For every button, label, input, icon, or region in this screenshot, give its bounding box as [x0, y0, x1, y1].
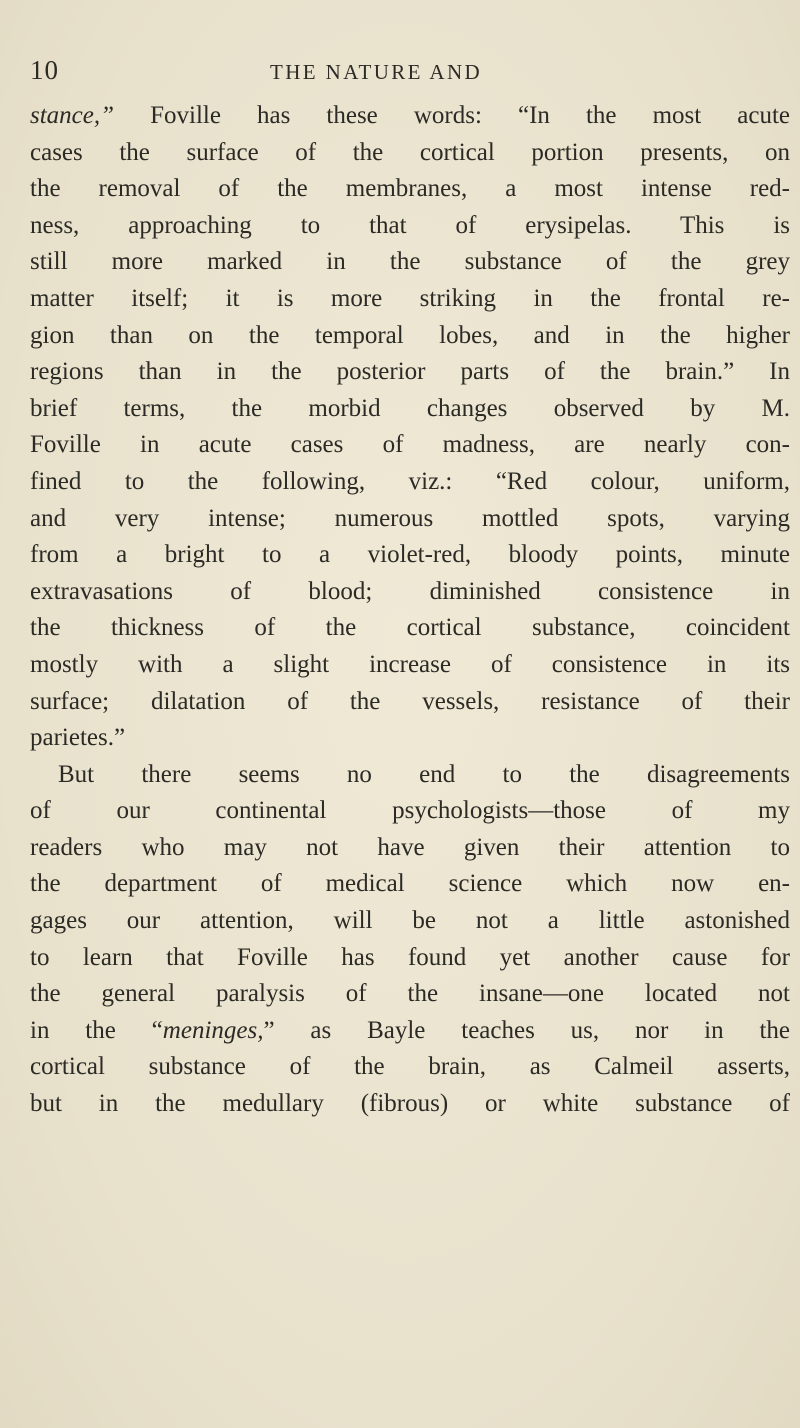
text-line: and very intense; numerous mottled spots, varying — [30, 504, 790, 532]
text-line: surface; dilatation of the vessels, resistance of their — [30, 687, 790, 715]
running-title: THE NATURE AND — [270, 60, 483, 84]
text-line: ness, approaching to that of erysipelas. This is — [30, 211, 790, 239]
text-line: Foville in acute cases of madness, are nearly con- — [30, 431, 790, 459]
text-line — [30, 98, 790, 135]
text-line: the general paralysis of the insane—one located not — [30, 980, 790, 1008]
running-head — [30, 50, 790, 90]
text-line: mostly with a slight increase of consistence in its — [30, 650, 790, 678]
text-line: fined to the following, viz.: “Red colour, uniform, — [30, 467, 790, 495]
text-line: the thickness of the cortical substance, coincident — [30, 614, 790, 642]
italic-word: meninges, — [162, 1016, 264, 1044]
text-line: but in the medullary (fibrous) or white substance of — [30, 1090, 790, 1118]
page-number: 10 — [30, 55, 59, 85]
text-line: matter itself; it is more striking in the frontal re- — [30, 284, 790, 312]
text-line — [30, 1013, 790, 1050]
text-line: brief terms, the morbid changes observed by M. — [30, 394, 790, 422]
text-line: gages our attention, will be not a little astonished — [30, 907, 790, 935]
italic-word: stance,” — [30, 102, 115, 129]
line-text: Foville has these words: “In the most acute — [114, 102, 790, 129]
text-line: regions than in the posterior parts of the brain.” In — [30, 358, 790, 386]
line-text: ” as Bayle teaches us, nor in the — [263, 1016, 790, 1044]
text-line: readers who may not have given their attention to — [30, 833, 790, 861]
text-line: gion than on the temporal lobes, and in the higher — [30, 321, 790, 349]
text-line: the department of medical science which now en- — [30, 870, 790, 898]
text-line: still more marked in the substance of the grey — [30, 248, 790, 276]
body-text — [30, 98, 790, 1123]
text-line: from a bright to a violet-red, bloody points, minute — [30, 541, 790, 569]
text-line: cases the surface of the cortical portion presents, on — [30, 138, 790, 166]
text-line: of our continental psychologists—those of my — [30, 797, 790, 825]
text-line: to learn that Foville has found yet another cause for — [30, 943, 790, 971]
text-line: parietes.” — [30, 724, 126, 752]
text-line: cortical substance of the brain, as Calmeil asserts, — [30, 1053, 790, 1081]
line-text: in the “ — [30, 1016, 163, 1044]
paragraph-start-line: But there seems no end to the disagreements — [58, 760, 790, 788]
text-line: the removal of the membranes, a most intense red- — [30, 175, 790, 203]
text-line: extravasations of blood; diminished consistence in — [30, 577, 790, 605]
